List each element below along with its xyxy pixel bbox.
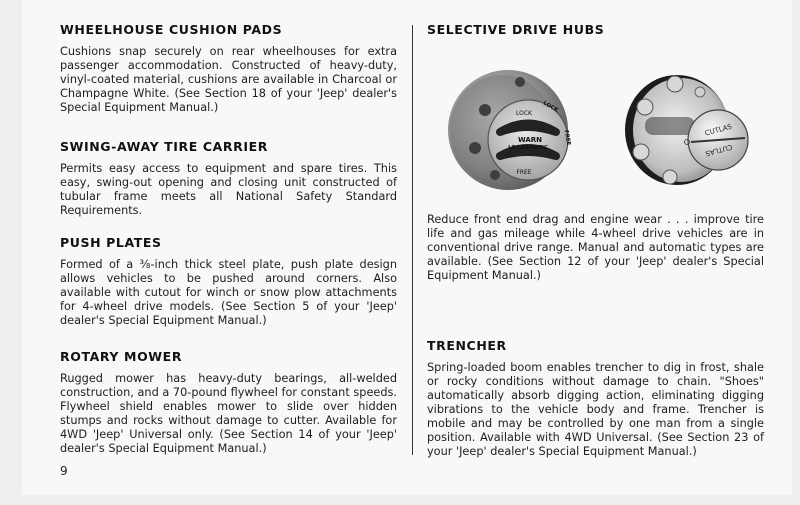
hub-brand-top: WARN — [517, 136, 543, 144]
section-body: Spring-loaded boom enables trencher to dig in frost, shale or rocky conditions without damage to chain. "Shoes" automatically absorb digging action, eliminating digging vibrations to the vehicle body and frame. Trencher is mobile and may be controlled by one man from a single position. Available with 4WD Universal. (See Section 23 of your 'Jeep' dealer's Special Equipment Manual.) — [427, 361, 764, 458]
section-body: Permits easy access to equipment and spare tires. This easy, swing-out opening and closing unit constructed of tubular frame meets all National Safety Standard Requirements. — [60, 162, 397, 217]
section-body: Rugged mower has heavy-duty bearings, all-welded construction, and a 70-pound flywheel for constant speeds. Flywheel shield enables mower to slide over hidden stumps and rocks without damage to cutter. Available for 4WD 'Jeep' Universal only. (See Section 14 of your 'Jeep' dealer's Special Equipment Manual.) — [60, 372, 397, 455]
hub-ring-side-label: FREE — [562, 129, 572, 146]
hub-ring-top-label: LOCK — [541, 100, 560, 114]
section-swing-away-tire-carrier — [60, 139, 397, 218]
section-body: Reduce front end drag and engine wear . . . improve tire life and gas mileage while 4-wheel drive vehicles are in conventional drive range. Manual and automatic types are available. (See Section 12 of your 'Jeep' dealer's Special Equipment Manual.) — [427, 213, 764, 282]
hub-free-label: FREE — [516, 169, 532, 176]
section-rotary-mower — [60, 349, 397, 456]
section-title: PUSH PLATES — [60, 235, 162, 250]
section-title: SELECTIVE DRIVE HUBS — [427, 22, 605, 37]
section-body: Cushions snap securely on rear wheelhouses for extra passenger accommodation. Constructed of heavy-duty, vinyl-coated material, cushions are available in Charcoal or Champagne White. (See Section 18 of your 'Jeep' dealer's Special Equipment Manual.) — [60, 45, 397, 114]
hub-lock-label: LOCK — [516, 110, 532, 117]
section-title: TRENCHER — [427, 338, 507, 353]
section-body: Formed of a ⅜-inch thick steel plate, push plate design allows vehicles to be pushed around corners. Also available with cutout for winch or snow plow attachments for 4-wheel drive models. (See Section 5 of your 'Jeep' dealer's Special Equipment Manual.) — [60, 258, 397, 327]
hub-images — [427, 60, 764, 205]
section-title: SWING-AWAY TIRE CARRIER — [60, 139, 268, 154]
section-trencher — [427, 338, 764, 459]
column-divider — [412, 25, 413, 455]
section-title: WHEELHOUSE CUSHION PADS — [60, 22, 283, 37]
cutlas-top-label: CUTLAS — [704, 122, 733, 138]
section-selective-drive-hubs-body — [427, 213, 764, 283]
hub-brand-bottom: LOCKOMATIC — [508, 145, 548, 151]
section-push-plates — [60, 235, 397, 328]
section-title: ROTARY MOWER — [60, 349, 183, 364]
page-number: 9 — [60, 464, 68, 478]
cutlas-bottom-label: CUTLAS — [704, 142, 734, 158]
section-selective-drive-hubs — [427, 22, 764, 176]
section-wheelhouse-cushion-pads — [60, 22, 397, 115]
